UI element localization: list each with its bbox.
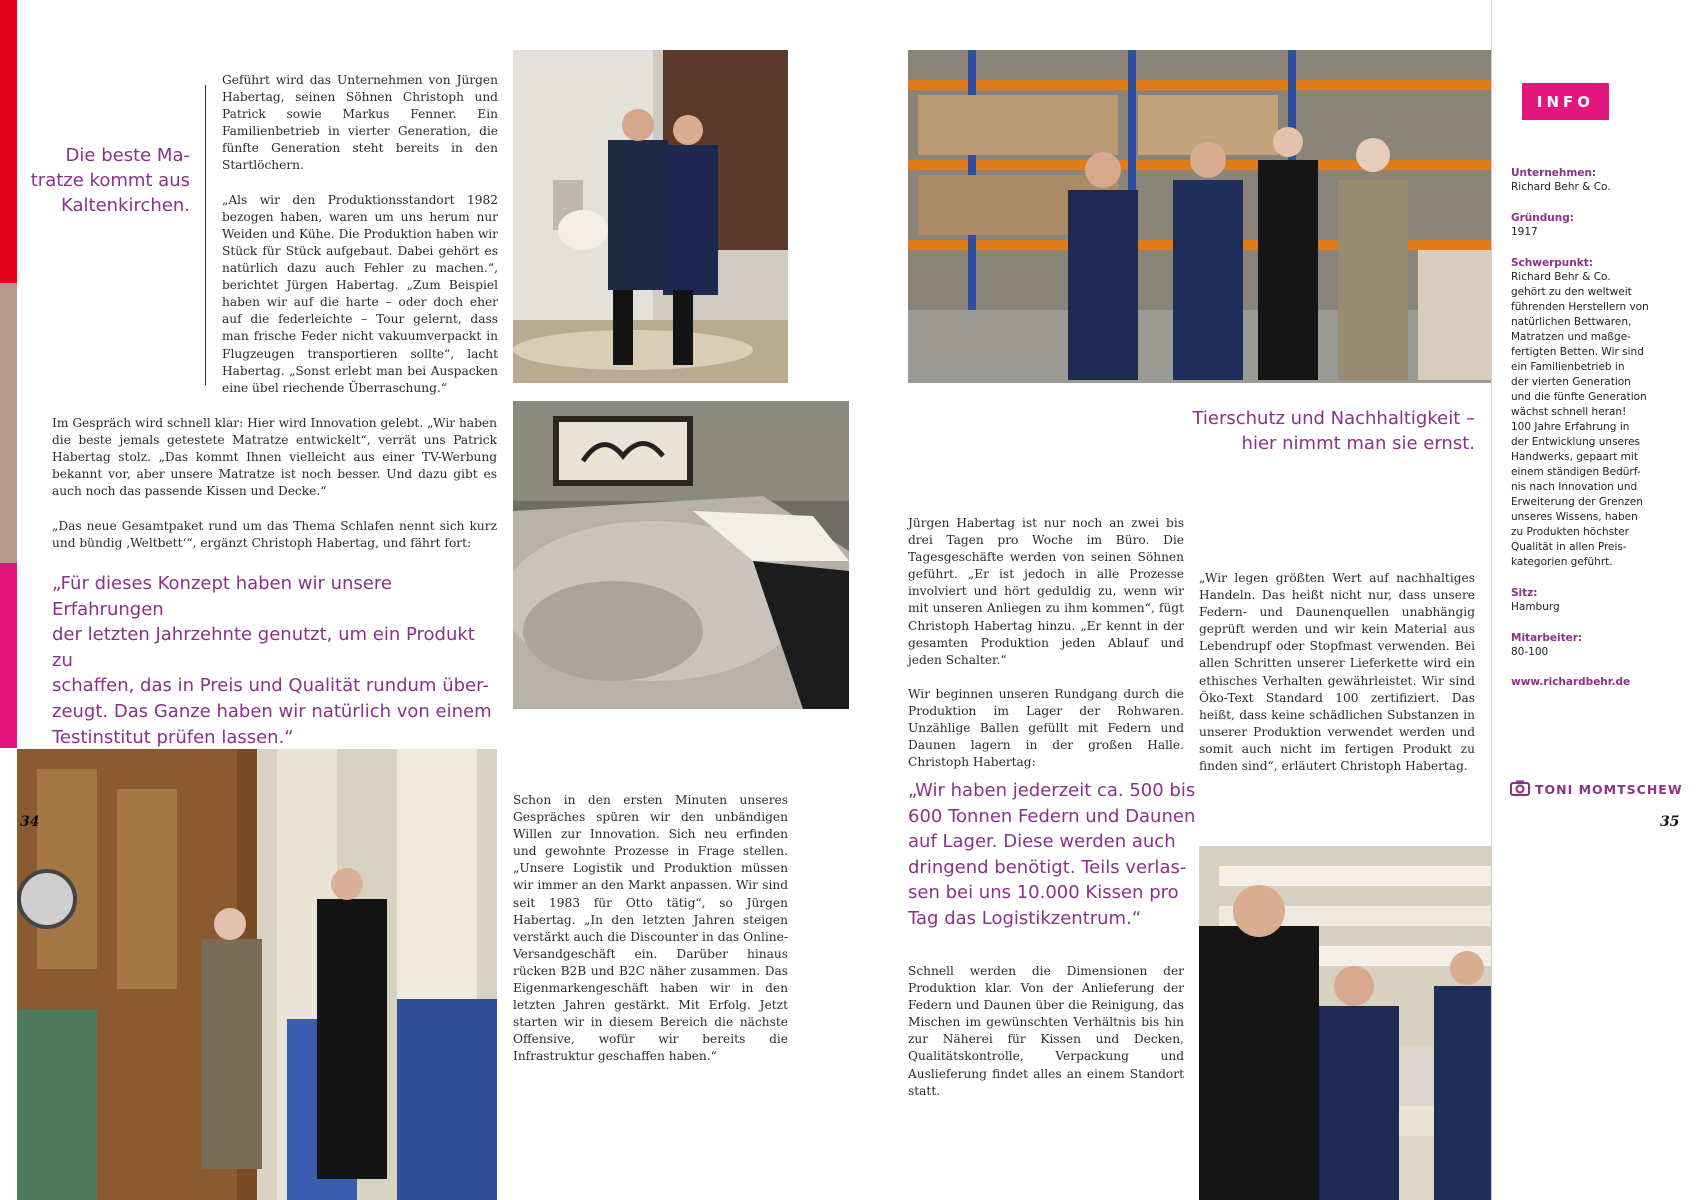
info-label-founded: Gründung: <box>1511 212 1574 224</box>
intro-headline: Die beste Ma- tratze kommt aus Kaltenkirchen. <box>30 145 190 216</box>
right-col1-text: Jürgen Habertag ist nur noch an zwei bis drei Tagen pro Woche im Büro. Die Tagesgeschäfte werden von seinen Söhnen geführt. „Er ist jedoch in alle Prozesse involviert und hört geduldig zu, wenn wir mit unseren Anliegen zu ihm kommen“, fügt Christoph Habertag hinzu. „Er kennt in der gesamten Produktion jeden Ablauf und jeden Schalter.“ Wir beginnen unseren Rundgang durch die Produktion im Lager der Rohwaren. Unzählige Ballen gefüllt mit Federn und Daunen lagern in der großen Halle. Christoph Habertag: <box>908 516 1184 770</box>
photo-credit-name: TONI MOMTSCHEW <box>1535 782 1683 797</box>
right-col1-bottom-text: Schnell werden die Dimensionen der Produktion klar. Von der Anlieferung der Federn und Daunen über die Reinigung, das Mischen im gewünschten Verhältnis bis hin zur Näherei für Kissen und Decken, Qualitätskontrolle, Verpackung und Auslieferung findet alles an einem Standort statt. <box>908 964 1184 1098</box>
right-quote: „Wir haben jederzeit ca. 500 bis 600 Tonnen Federn und Daunen auf Lager. Diese werden auch dringend benötigt. Teils verlas- sen bei uns 10.000 Kissen pro Tag das Logistikzentrum.“ <box>908 780 1196 929</box>
photo-credit <box>1510 780 1683 799</box>
right-col2-text: „Wir legen größten Wert auf nachhaltiges Handeln. Das heißt nicht nur, dass unsere Federn- und Daunenquellen unabhängig geprüft werden und wir kein Material aus Lebendrupf oder Stopfmast verwenden. Bei allen Schritten unserer Lieferkette wird ein ethisches Verhalten gewährleistet. Wir sind Öko-Text Standard 100 zertifiziert. Das heißt, dass keine schädlichen Substanzen in unserer Produktion verwendet werden und somit auch nicht im fertigen Produkt zu finden sind“, erläutert Christoph Habertag. <box>1199 571 1475 774</box>
page-number-right: 35 <box>1660 814 1680 830</box>
info-badge: INFO <box>1522 83 1609 120</box>
info-label-company: Unternehmen: <box>1511 167 1597 179</box>
photo-feather-bin <box>513 401 849 709</box>
info-label-focus: Schwerpunkt: <box>1511 257 1593 269</box>
camera-icon <box>1510 780 1530 799</box>
left-quote: „Für dieses Konzept haben wir unsere Erfahrungen der letzten Jahrzehnte genutzt, um ein Produkt zu schaffen, das in Preis und Qualität rundum über- zeugt. Das Ganze haben wir natürlich von einem Testinstitut prüfen lassen.“ <box>52 573 492 748</box>
photo-feather-inspection <box>513 50 788 383</box>
info-value-company: Richard Behr & Co. <box>1511 181 1611 193</box>
column-rule <box>205 85 206 385</box>
right-headline: Tierschutz und Nachhaltigkeit – hier nimmt man sie ernst. <box>1192 408 1475 454</box>
info-label-employees: Mitarbeiter: <box>1511 632 1583 644</box>
info-value-founded: 1917 <box>1511 226 1538 238</box>
info-website-link[interactable]: www.richardbehr.de <box>1511 676 1631 688</box>
color-strip-pink <box>0 563 17 748</box>
left-col1-text: Geführt wird das Unternehmen von Jürgen Habertag, seinen Söhnen Christoph und Patrick sowie Markus Fenner. Ein Familienbetrieb in vierter Generation, die fünfte Generation steht bereits in den Startlöchern. „Als wir den Produktionsstandort 1982 bezogen haben, waren um uns herum nur Weiden und Kühe. Die Produktion haben wir Stück für Stück aufgebaut. Dabei gehört es natürlich dazu auch Fehler zu machen.“, berichtet Jürgen Habertag. „Zum Beispiel haben wir auf die harte – oder doch eher auf die federleichte – Tour gelernt, dass man frische Feder nicht vakuumverpackt in Flugzeugen transportieren sollte“, lacht Habertag. „Sonst erlebt man bei Auspacken eine übel riechende Überraschung.“ <box>222 73 498 395</box>
photo-machinery <box>17 749 497 1200</box>
left-col3-text: Schon in den ersten Minuten unseres Gespräches spüren wir den unbändigen Willen zur Innovation. Sich neu erfinden und gewohnte Prozesse in Frage stellen. „Unsere Logistik und Produktion müssen wir immer an den Markt anpassen. Wir sind seit 1983 für Otto tätig“, so Jürgen Habertag. „In den letzten Jahren steigen verstärkt auch die Discounter in das Online-Versandgeschäft ein. Darüber hinaus rücken B2B und B2C näher zusammen. Das Eigenmarkengeschäft haben wir in den letzten Jahren gestärkt. Mit Erfolg. Jetzt starten wir in diesem Bereich die nächste Offensive, wofür wir bereits die Infrastruktur geschaffen haben.“ <box>513 793 788 1064</box>
info-value-location: Hamburg <box>1511 601 1560 613</box>
color-strip-red <box>0 0 17 283</box>
info-value-focus: Richard Behr & Co. gehört zu den weltweit führenden Herstellern von natürlichen Bettwaren, Matratzen und maßge- fertigten Betten. Wir sind ein Familienbetrieb in der vierten Generation und die fünfte Generation wächst schnell heran! 100 Jahre Erfahrung in der Entwicklung unseres Handwerks, gepaart mit einem ständigen Bedürf- nis nach Innovation und Erweiterung der Grenzen unseres Wissens, haben zu Produkten höchster Qualität in allen Preis- kategorien geführt. <box>1511 271 1649 568</box>
info-value-employees: 80-100 <box>1511 646 1549 658</box>
info-label-location: Sitz: <box>1511 587 1538 599</box>
page-number-left: 34 <box>20 814 40 830</box>
left-col2-text: Im Gespräch wird schnell klar: Hier wird Innovation gelebt. „Wir haben die beste jemals getestete Matratze entwickelt“, verrät uns Patrick Habertag stolz. „Das kommt Ihnen vielleicht aus einer TV-Werbung bekannt vor, aber unsere Matratze ist noch besser. Und dazu gibt es auch noch das passende Kissen und Decke.“ „Das neue Gesamtpaket rund um das Thema Schlafen nennt sich kurz und bündig ‚Weltbett‘“, ergänzt Christoph Habertag, und fährt fort: <box>52 416 497 550</box>
color-strip-taupe <box>0 283 17 563</box>
photo-warehouse <box>908 50 1491 383</box>
